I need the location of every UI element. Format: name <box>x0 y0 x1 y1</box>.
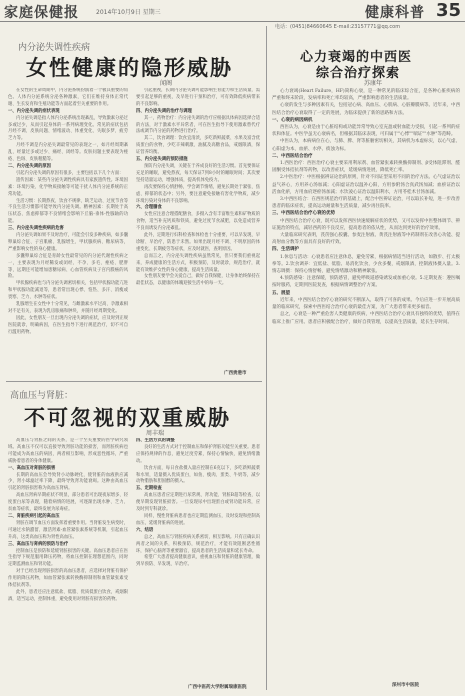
section-heading: 五、定期检查 <box>136 486 162 492</box>
paragraph: 因此，女性朋友一旦出现内分泌失调的症状，应及时到正规医院就诊，明确病因，在医生指导下进行规范治疗，切不可自行滥用药物。 <box>8 315 128 335</box>
paragraph: 预防内分泌失调，关键在于养成良好的生活习惯。首先要保证充足的睡眠，避免熬夜，每天保证7到8小时的睡眠时间；其次要坚持适量运动，增强体质，提高机体免疫力。 <box>136 163 260 183</box>
section-brand: 健康科普 <box>365 5 425 21</box>
paragraph: 3.中西医结合：在西医规范治疗的基础上，配合中医辨证论治，可以取长补短，进一步改善患者的临床症状，提高运动耐量和生活质量，减少再住院率。 <box>272 197 460 210</box>
section-heading: 五、内分泌失调的预防措施 <box>136 157 188 163</box>
article3-source: 深州市中医院 <box>392 683 419 688</box>
paragraph: 心衰的发生与多种因素有关，包括冠心病、高血压、心肌病、心脏瓣膜病等。近年来，中西医结合治疗心衰取得了一定的进展，为临床提供了新的思路和方法。 <box>272 103 460 116</box>
paragraph: 生活习惯：长期熬夜、饮食不规律、缺乏运动、过度节食等不良生活习惯都可能导致内分泌失调。精神因素：长期处于高压状态、焦虑抑郁等不良情绪会影响下丘脑-垂体-性腺轴的功能。 <box>8 198 128 225</box>
section-heading: 三、高血压与肾病的预防与治疗 <box>8 541 69 547</box>
paragraph: 总之，高血压与肾脏疾病关系密切，相互影响。只有正确认识两者之间的关系，积极预防，规范治疗，才能有效阻断恶性循环，保护心脑肾等重要器官，提高患者的生活质量和延长寿命。 <box>136 534 260 554</box>
paragraph: 对于已经出现肾脏损害的高血压患者，应选择对肾脏有保护作用的降压药物，如血管紧张素转换酶抑制剂和血管紧张素受体拮抗剂等。 <box>8 569 128 589</box>
paragraph: 2.中医治疗：中医根据辨证论治的原则，针对不同证型采用不同的治疗方法。心气虚证治以益气养心，方用养心汤加减；心阳虚证治以温补心阳，方用参附汤合真武汤加减；血瘀证治以活血化瘀，方用血府逐瘀汤加减；水饮凌心证治以温阳利水，方用苓桂术甘汤加减。 <box>272 175 460 195</box>
paragraph: 近年来，中西医结合治疗心衰的研究不断深入，取得了可喜的成果。今后应进一步开展高质量的临床研究，探索中西医结合治疗心衰的最佳方案，为广大患者带来更多福音。 <box>272 297 460 311</box>
article2-headline: 不可忽视的双重威胁 <box>24 405 231 430</box>
article3-byline: 苏康年 <box>364 80 383 87</box>
section-heading: 六、结语 <box>136 527 154 533</box>
section-heading: 六、合理膳食 <box>136 205 162 211</box>
paragraph: 引起内分泌失调的原因有很多，主要包括以下几个方面： <box>16 170 124 176</box>
paragraph: 肾脏在调节血压方面发挥着重要作用。当肾脏发生病变时，可通过水钠潴留、激活肾素-血管紧张素系统等机制，引起血压升高，这类高血压称为肾性高血压。 <box>8 520 128 540</box>
paragraph: 高血压与肾脏之间的关系，是一个至关重要的医学研究领域。高血压不仅可以直接导致肾脏功能的损害，而肾脏疾病也可能成为高血压的病因，两者相互影响，形成恶性循环，严重威胁着患者的身体健康。 <box>8 438 128 464</box>
section-heading: 四、生活调护 <box>272 247 299 253</box>
paragraph: 希望广大患者提高健康意识，重视血压和肾脏的健康管理，做到早预防、早发现、早治疗。 <box>136 555 260 568</box>
paragraph: 长期的高血压会导致肾小动脉硬化，使肾脏的血液供应减少，肾小球滤过率下降，最终导致肾功能衰竭。这种由高血压引起的肾脏损害称为高血压肾病。 <box>8 472 128 492</box>
paragraph: 遗传因素：某些内分泌失调性疾病具有家族遗传性。环境因素：环境污染、化学物质接触等可能干扰人体内分泌系统的正常功能。 <box>8 177 128 197</box>
article2-source: 广西中医药大学附属瑞康医院 <box>188 685 247 690</box>
article2-column-left <box>8 438 128 690</box>
article2-byline: 周丰瑞 <box>146 430 165 437</box>
section-heading: 二、中西医结合治疗 <box>272 153 313 159</box>
paragraph: 甲状腺疾病也与内分泌失调密切相关，包括甲状腺功能亢进和甲状腺功能减退等，患者常出现心悸、怕热、多汗、消瘦或畏寒、乏力、水肿等症状。 <box>8 281 128 301</box>
article1-subhead: 内分泌失调性疾病 <box>18 43 91 53</box>
paragraph: 女性应注意合理搭配膳食，多摄入含有丰富维生素和矿物质的食物，适当补充钙质和铁质，避免过度节食减肥，以免造成营养不良而诱发内分泌紊乱。 <box>136 212 260 232</box>
section-heading: 四、内分泌失调的治疗与调理 <box>136 108 192 114</box>
masthead <box>0 0 465 22</box>
paragraph: 同样，慢性肾脏病患者也应定期监测血压，及时发现和控制高血压，延缓肾脏病的进展。 <box>136 513 260 526</box>
paragraph: 1.西医治疗：西医治疗心衰主要采用利尿剂、血管紧张素转换酶抑制剂、β受体阻滞剂、醛固酮受体拮抗剂等药物，以改善症状，延缓病情进展，降低死亡率。 <box>272 161 460 174</box>
paragraph: 总之，心衰是一种严重危害人类健康的疾病，中西医结合治疗心衰具有独特的优势，值得在临床上推广应用。患者应积极配合治疗，做好自我管理，以提高生活质量，延长生存时间。 <box>272 312 460 325</box>
paragraph: 西医认为，心衰是由于心脏结构或功能异常导致心室充盈或射血能力受损，引起一系列的症状和体征。中医学虽无心衰病名，但根据其临床表现，可归属于"心悸""喘证""水肿"等范畴。 <box>272 125 460 138</box>
paragraph: 良好的生活方式对于控制血压和保护肾脏功能至关重要。患者应保持规律的作息，避免过度劳累，保持心情愉快，避免情绪激动。 <box>136 444 260 464</box>
paragraph: 多囊卵巢综合征是育龄女性最常见的内分泌代谢性疾病之一，主要表现为月经稀发或闭经、不孕、多毛、痤疮、肥胖等，远期还可能增加患糖尿病、心血管疾病及子宫内膜癌的风险。 <box>8 253 128 280</box>
paragraph: 在女性的生命周期中，内分泌系统扮演着一个极其重要的角色。人体内分泌系统分泌各种激素，它们在维持身体正常代谢、生长发育和生殖功能等方面起着至关重要的作用。 <box>8 88 128 107</box>
paragraph: 此外，患者还应注意低盐、低脂、优质低蛋白饮食，戒烟限酒，适当运动，控制体重，避免使用对肾脏有损害的药物。 <box>8 589 128 602</box>
section-heading: 三、中西医结合治疗心衰的优势 <box>272 211 335 217</box>
article3-headline-line2: 综合治疗探索 <box>316 66 401 81</box>
article1-column-right <box>136 88 260 368</box>
paragraph: 乳腺增生在女性中十分常见，与雌激素水平过高、孕激素相对不足有关，表现为乳房胀痛和肿块，并随月经周期变化。 <box>8 302 128 314</box>
paragraph: 内分泌失调如果不及时治疗，可能会引发多种疾病，如多囊卵巢综合征、子宫肌瘤、乳腺增生、甲状腺疾病、糖尿病等，严重影响女性的身心健康。 <box>8 233 128 252</box>
paragraph: 心力衰竭(Heart Failure，HF)简称心衰，是一种常见的临床综合征，是各种心脏疾病的严重和终末阶段，发病率和死亡率均较高，严重影响患者的生活质量。 <box>272 89 460 102</box>
paragraph: 高血压肾病早期症状不明显，部分患者可出现夜尿增多、轻度蛋白尿等表现，随着病情的进展，可逐渐出现水肿、乏力、贫血等症状，最终发展为尿毒症。 <box>8 493 128 513</box>
page-number: 35 <box>435 0 461 21</box>
column-divider <box>266 26 267 690</box>
paragraph: 大量临床研究表明，芪苈强心胶囊、参麦注射液、黄芪注射液等中药制剂在改善心功能、提高射血分数等方面具有良好的疗效。 <box>272 233 460 246</box>
section-heading: 一、高血压对肾脏的损害 <box>8 465 56 471</box>
section-heading: 二、肾脏疾病引起的高血压 <box>8 513 60 519</box>
article1-source: 广西贵港市 <box>224 371 247 376</box>
section-divider <box>6 381 262 382</box>
article1-headline: 女性健康的隐形威胁 <box>26 55 233 80</box>
paragraph: 月经不调是内分泌失调最常见的表现之一，如月经周期紊乱、经量过多或过少、痛经、闭经等。皮肤问题主要表现为痤疮、色斑、皮肤粗糙等。 <box>8 143 128 163</box>
section-heading: 一、内分泌失调的症状表现 <box>8 108 60 114</box>
paragraph: 1.休息与活动：心衰患者应注意休息，避免劳累，根据病情适当进行活动，如散步、打太极拳等。2.饮食调养：宜低盐、低脂、易消化饮食，少食多餐，戒烟限酒，控制液体摄入量。3.情志调摄：保持心情舒畅，避免情绪激动和精神紧张。 <box>272 254 460 275</box>
section-heading: 四、生活方式的调整 <box>136 438 175 443</box>
paragraph: 中医认为，本病病位在心，与肺、脾、肾等脏腑密切相关，其病机为本虚标实，以心气虚、心阳虚为本，血瘀、水停、痰浊为标。 <box>272 139 460 152</box>
paragraph: 中西医结合治疗心衰，既可以发挥西医快速缓解症状的优势，又可以发挥中医整体调节、辨证施治的特点，减轻西药的不良反应，提高患者的依从性，从而达到更好的治疗效果。 <box>272 218 460 231</box>
section-heading: 三、内分泌失调性疾病的危害 <box>8 226 64 232</box>
article1-column-left <box>8 88 128 376</box>
article1-byline: 闻阁 <box>160 80 173 87</box>
paragraph: 高血压患者应定期进行尿常规、肾功能、肾脏B超等检查，以便早期发现肾脏损害。一旦发现尿中出现蛋白或肾功能异常，应及时到专科就诊。 <box>136 493 260 513</box>
section-heading: 二、内分泌失调的原因 <box>8 163 51 169</box>
paragraph: 总而言之，内分泌失调性疾病虽然常见，但只要我们重视起来，养成健康的生活方式，积极预防，及时就诊，规范治疗，就能有效维护女性的身心健康，提高生活质量。 <box>136 253 260 273</box>
article2-subhead: 高血压与肾脏： <box>10 391 74 401</box>
article3-body <box>272 88 460 678</box>
paragraph: 其二，饮食调理：饮食宜清淡，多吃新鲜蔬菜、水果及富含优质蛋白的食物，少吃辛辣刺激、油腻及高糖食品，戒烟限酒，保证营养均衡。 <box>136 136 260 156</box>
paragraph: 女性朋友要学会关爱自己，做好自我保健，让身体始终保持在最佳状态，以健康的体魄迎接生活中的每一天。 <box>136 274 260 287</box>
paragraph: 引起重视，长期内分泌失调可能影响生育能力和生活质量，需要引起足够的重视，及早进行干预和治疗，可有效降低疾病带来的不良影响。 <box>136 88 260 107</box>
article3-headline-line1: 心力衰竭的中西医 <box>300 50 413 65</box>
paragraph: 再次要保持心情舒畅，学会调节情绪，避免长期处于紧张、焦虑、抑郁的状态中；另外，要注意避免接触有害化学物质，减少环境污染对身体的不良影响。 <box>136 184 260 204</box>
column-name: 家庭保健报 <box>4 5 79 21</box>
paragraph: 4.预防感染：注意保暖，预防感冒，避免呼吸道感染诱发或加重心衰。5.定期复查：遵医嘱按时服药，定期到医院复查，根据病情调整治疗方案。 <box>272 276 460 289</box>
issue-date: 2014年10月9日 星期三 <box>96 9 161 16</box>
paragraph: 饮食方面，每日食盐摄入量应控制在6克以下，多吃新鲜蔬菜和水果，适量摄入优质蛋白，如鱼、瘦肉、蛋类、牛奶等，减少动物脂肪和胆固醇的摄入。 <box>136 465 260 485</box>
paragraph: 此外，定期进行妇科检查和体检也十分重要，可以早发现、早诊断、早治疗，防患于未然。如果出现月经不调、不明原因的体重变化、长期疲劳等症状，应及时就医，查明原因。 <box>136 233 260 252</box>
paragraph: 内分泌失调是指人体内分泌系统出现紊乱，导致激素分泌过多或过少，从而引起身体的一系列病理变化。常见的症状包括月经不调、皮肤问题、情绪波动、体重变化、失眠多梦、疲劳乏力等。 <box>8 115 128 142</box>
paragraph: 其一，药物治疗：内分泌失调的治疗应根据具体病因选择合适的方法，对于激素水平异常者，可在医生指导下使用激素替代疗法或调节内分泌的药物进行治疗。 <box>136 115 260 135</box>
section-heading: 一、心衰的病因病机 <box>272 117 313 123</box>
contact-line: 电话：(0451)84660645 E-mail:23157771@qq.com <box>275 24 401 30</box>
paragraph: 控制血压是预防和延缓肾脏损害的关键。高血压患者应在医生指导下规范服用降压药物，将血压控制在理想范围内，同时定期监测血压和肾功能。 <box>8 548 128 568</box>
section-heading: 五、展望 <box>272 290 290 296</box>
article2-column-right <box>136 438 260 682</box>
